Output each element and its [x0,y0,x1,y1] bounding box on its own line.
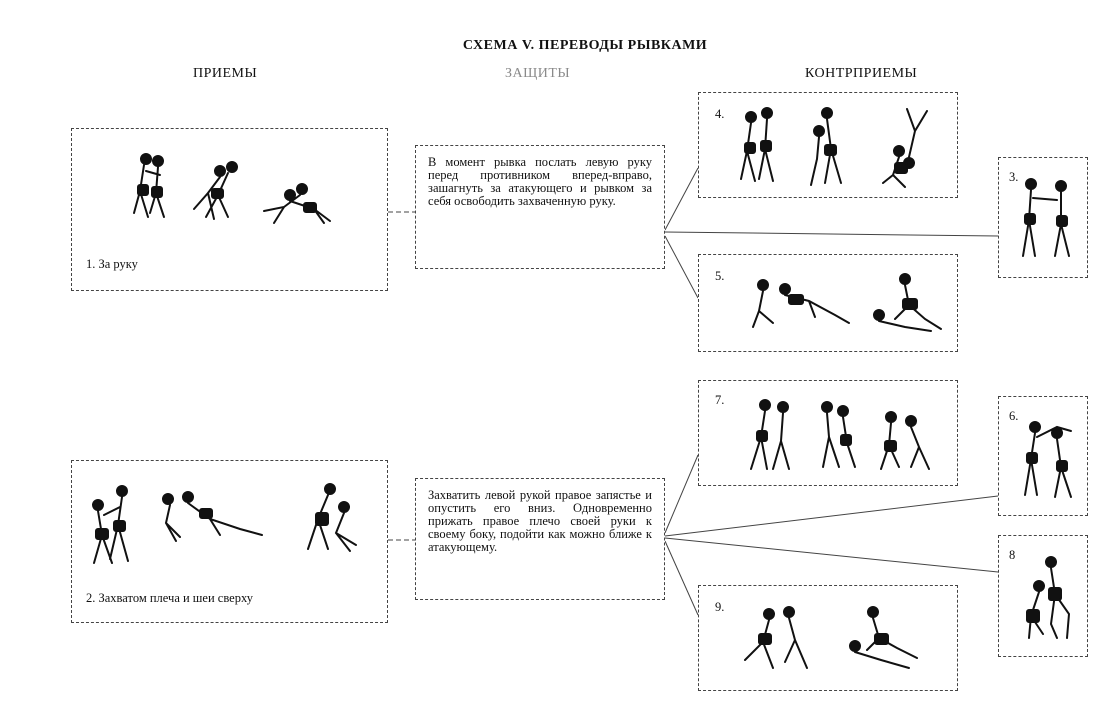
counter-number-3: 3. [1009,170,1019,184]
technique-box-1 [71,128,388,291]
wrestlers-illustration-counter-7 [743,391,949,481]
counter-box-6 [998,396,1088,516]
technique-label-2: 2. Захватом плеча и шеи сверху [86,591,253,605]
technique-box-2 [71,460,388,623]
column-header-techniques: ПРИЕМЫ [193,66,258,81]
wrestlers-illustration-counter-4 [737,103,947,193]
counter-number-5: 5. [715,269,725,283]
counter-number-8: 8 [1009,548,1016,562]
counter-box-7 [698,380,958,486]
wrestlers-illustration-counter-8 [1015,554,1081,644]
schema-title: СХЕМА V. ПЕРЕВОДЫ РЫВКАМИ [462,38,708,53]
connector-defense1-counter3 [665,232,998,236]
wrestlers-illustration-technique-2 [80,479,380,575]
counter-number-9: 9. [715,600,725,614]
wrestlers-illustration-technique-1 [124,151,354,243]
wrestlers-illustration-counter-6 [1017,415,1081,503]
counter-box-8 [998,535,1088,657]
counter-box-4 [698,92,958,198]
wrestlers-illustration-counter-9 [733,598,951,684]
defense-box-2: Захватить левой рукой правое запястье и опустить его вниз. Одновременно прижать правое плечо своей руки к своему боку, подойти как можно ближе к атакующему. [415,478,665,600]
wrestlers-illustration-counter-3 [1017,176,1079,264]
connector-defense1-counter4 [665,168,698,230]
connector-defense2-counter7 [665,455,698,533]
counter-box-9 [698,585,958,691]
column-header-counters: КОНТРПРИЕМЫ [805,66,918,81]
technique-label-1: 1. За руку [86,257,138,271]
counter-box-5 [698,254,958,352]
connector-defense2-counter8 [665,538,998,572]
counter-number-4: 4. [715,107,725,121]
column-header-defenses: ЗАЩИТЫ [505,66,571,81]
connector-defense2-counter9 [665,541,698,615]
wrestlers-illustration-counter-5 [745,271,955,343]
counter-box-3 [998,157,1088,278]
connector-defense2-counter6 [665,496,998,536]
counter-number-6: 6. [1009,409,1019,423]
connector-defense1-counter5 [665,236,698,298]
defense-box-1: В момент рывка послать левую руку перед противником вперед-вправо, зашагнуть за атакующего и рывком за себя освободить захваченную руку. [415,145,665,269]
counter-number-7: 7. [715,393,725,407]
